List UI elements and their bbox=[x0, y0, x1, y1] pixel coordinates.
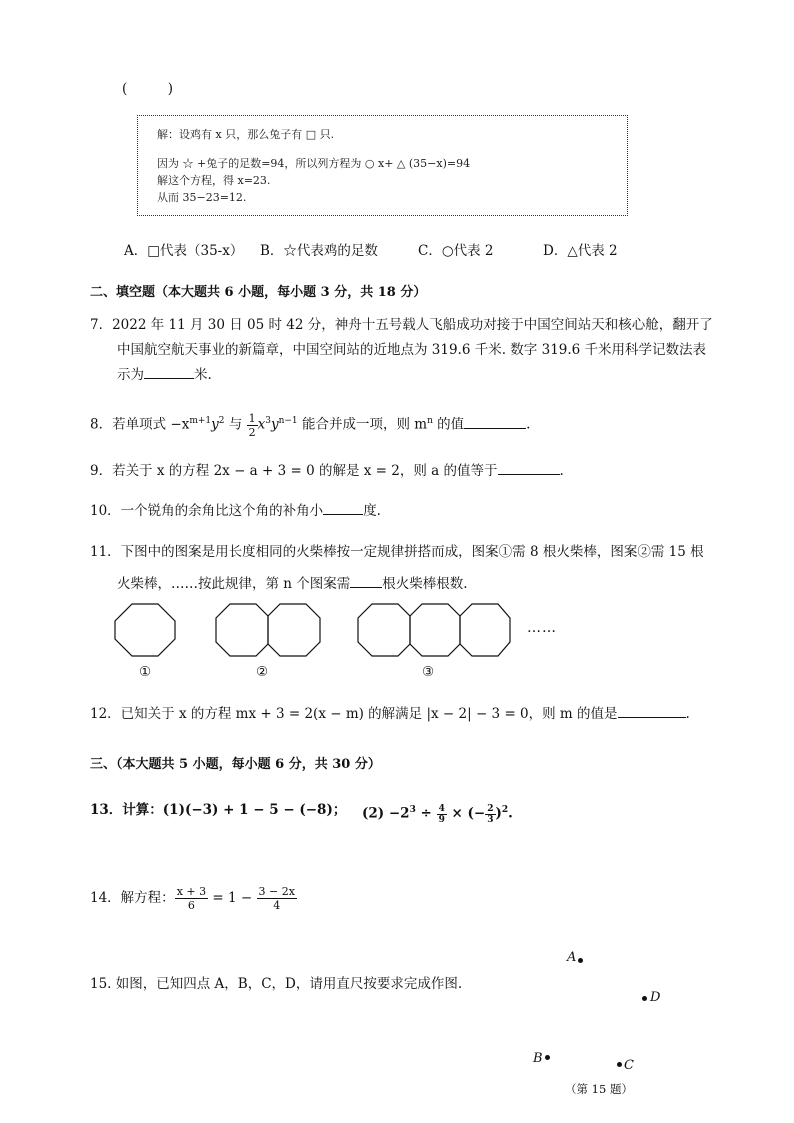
q12 bbox=[90, 703, 690, 725]
q13-times: × (− bbox=[446, 805, 486, 822]
q10-answer-blank[interactable] bbox=[323, 500, 363, 515]
octagon-pattern-2a bbox=[216, 604, 268, 656]
q8-mid2: 与 bbox=[224, 416, 247, 433]
point-c-label: C bbox=[624, 1058, 634, 1073]
q14-frac1-den: 6 bbox=[187, 899, 195, 912]
pattern-label-1: ① bbox=[139, 664, 152, 680]
q7-answer-blank[interactable] bbox=[144, 364, 194, 379]
figure-15-caption: （第 15 题） bbox=[565, 1082, 633, 1096]
q7-line-2: 中国航空航天事业的新篇章，中国空间站的近地点为 319.6 千米. 数字 319.6 千米用科学记数法表 bbox=[117, 342, 707, 358]
q13-frac2-num: 2 bbox=[487, 803, 494, 814]
q8 bbox=[90, 410, 530, 439]
box-line-1: 解：设鸡有 x 只，那么兔子有 □ 只. bbox=[157, 128, 335, 141]
q7-line-3-post: 米. bbox=[194, 367, 212, 383]
q11-answer-blank[interactable] bbox=[350, 573, 382, 588]
q13-exp: 3 bbox=[409, 805, 416, 815]
q7-line-3-pre: 示为 bbox=[117, 367, 144, 383]
octagon-pattern-1 bbox=[115, 604, 175, 656]
q14-pre: 14．解方程： bbox=[90, 890, 175, 906]
q11-line-2-post: 根火柴棒根数. bbox=[382, 576, 468, 592]
q10-pre: 10．一个锐角的余角比这个角的补角小 bbox=[90, 503, 324, 519]
octagon-pattern-2b bbox=[268, 604, 320, 656]
q13-close: ) bbox=[495, 805, 502, 822]
box-line-3: 解这个方程，得 x=23. bbox=[157, 174, 271, 187]
option-d: D．△代表 2 bbox=[543, 243, 618, 259]
option-c: C．○代表 2 bbox=[418, 243, 494, 259]
q11-line-2 bbox=[117, 573, 468, 595]
point-a-label: A bbox=[567, 950, 577, 965]
q13-part-2-pre: (2) −2 bbox=[362, 805, 410, 822]
octagon-pattern-3a bbox=[358, 604, 410, 656]
q8-exp1: m+1 bbox=[189, 416, 212, 426]
q8-exp4: n−1 bbox=[278, 416, 298, 426]
q13-frac1-num: 4 bbox=[438, 803, 445, 814]
pattern-label-2: ② bbox=[256, 664, 269, 680]
octagon-pattern-3c bbox=[460, 604, 510, 656]
q14-mid: = 1 − bbox=[208, 890, 257, 906]
q8-tail: 的值 bbox=[432, 416, 465, 433]
q8-pre: 8．若单项式 −x bbox=[90, 416, 190, 433]
q12-text: 12．已知关于 x 的方程 mx + 3 = 2(x − m) 的解满足 |x − 2| − 3 = 0，则 m 的值是 bbox=[90, 706, 618, 722]
q10-post: 度. bbox=[363, 503, 381, 519]
q9-answer-blank[interactable] bbox=[498, 460, 560, 475]
pattern-label-3: ③ bbox=[422, 664, 435, 680]
point-b-label: B bbox=[533, 1051, 543, 1066]
section-3-heading: 三、（本大题共 5 小题，每小题 6 分，共 30 分） bbox=[90, 757, 381, 772]
q13-frac1-den: 9 bbox=[438, 814, 445, 825]
q12-answer-blank[interactable] bbox=[618, 703, 686, 718]
q8-y2: y bbox=[270, 416, 279, 433]
box-line-2: 因为 ☆ +兔子的足数=94，所以列方程为 ○ x+ △ (35−x)=94 bbox=[157, 157, 471, 170]
q8-answer-blank[interactable] bbox=[464, 414, 526, 429]
point-b bbox=[545, 1055, 550, 1060]
q9 bbox=[90, 460, 564, 482]
q14-frac-2 bbox=[257, 885, 297, 912]
q7-line-3 bbox=[117, 364, 212, 386]
q8-post: 能合并成一项，则 m bbox=[297, 416, 428, 433]
q12-end: . bbox=[685, 706, 690, 722]
q7-line-1: 7．2022 年 11 月 30 日 05 时 42 分，神舟十五号载人飞船成功对接于中国空间站天和核心舱，翻开了 bbox=[90, 317, 713, 333]
q14-frac2-den: 4 bbox=[273, 899, 281, 912]
q8-y: y bbox=[211, 416, 219, 433]
q11-line-1: 11．下图中的图案是用长度相同的火柴棒按一定规律拼搭而成，图案①需 8 根火柴棒，图案②需 15 根 bbox=[90, 544, 704, 560]
q14-frac2-num: 3 − 2x bbox=[258, 885, 295, 898]
q10 bbox=[90, 500, 381, 522]
q8-frac-den: 2 bbox=[248, 425, 256, 439]
box-line-4: 从而 35−23=12. bbox=[157, 191, 247, 204]
q8-exp5: n bbox=[427, 416, 433, 426]
solution-box bbox=[137, 115, 628, 216]
q13-div: ÷ bbox=[415, 805, 437, 822]
q13-frac-2 bbox=[485, 804, 495, 825]
q8-frac-num: 1 bbox=[248, 411, 256, 425]
q13-part-2 bbox=[362, 799, 513, 825]
q15-text: 15. 如图，已知四点 A，B，C，D，请用直尺按要求完成作图. bbox=[90, 976, 463, 992]
q14-frac-1 bbox=[175, 885, 208, 912]
octagon-pattern-3b bbox=[410, 604, 460, 656]
answer-bracket: ( ) bbox=[122, 81, 174, 97]
octagon-patterns bbox=[110, 598, 580, 688]
point-d bbox=[642, 996, 647, 1001]
section-2-heading: 二、填空题（本大题共 6 小题，每小题 3 分，共 18 分） bbox=[90, 285, 427, 300]
q14-frac1-num: x + 3 bbox=[176, 885, 207, 898]
q13-end: . bbox=[508, 805, 513, 822]
q13-part-1: 13．计算：(1)(−3) + 1 − 5 − (−8)； bbox=[90, 802, 347, 818]
q13-frac-1 bbox=[437, 804, 447, 825]
q13-frac2-den: 3 bbox=[487, 814, 494, 825]
option-a: A．□代表（35-x） bbox=[124, 243, 244, 259]
point-d-label: D bbox=[650, 990, 661, 1005]
q8-fraction bbox=[247, 412, 258, 439]
point-a bbox=[578, 958, 583, 963]
q8-exp3: 3 bbox=[265, 416, 271, 426]
q11-line-2-pre: 火柴棒，……按此规律，第 n 个图案需 bbox=[117, 576, 351, 592]
pattern-ellipsis: …… bbox=[527, 620, 557, 636]
q14 bbox=[90, 885, 297, 912]
q13-exp2: 2 bbox=[501, 805, 509, 815]
q8-end: . bbox=[526, 416, 531, 433]
q9-end: . bbox=[559, 463, 564, 479]
q9-text: 9．若关于 x 的方程 2x − a + 3 = 0 的解是 x = 2，则 a 的值等于 bbox=[90, 463, 498, 479]
option-b: B．☆代表鸡的足数 bbox=[260, 243, 378, 259]
q8-x: x bbox=[257, 416, 266, 433]
point-c bbox=[617, 1062, 622, 1067]
q8-exp2: 2 bbox=[218, 416, 225, 426]
